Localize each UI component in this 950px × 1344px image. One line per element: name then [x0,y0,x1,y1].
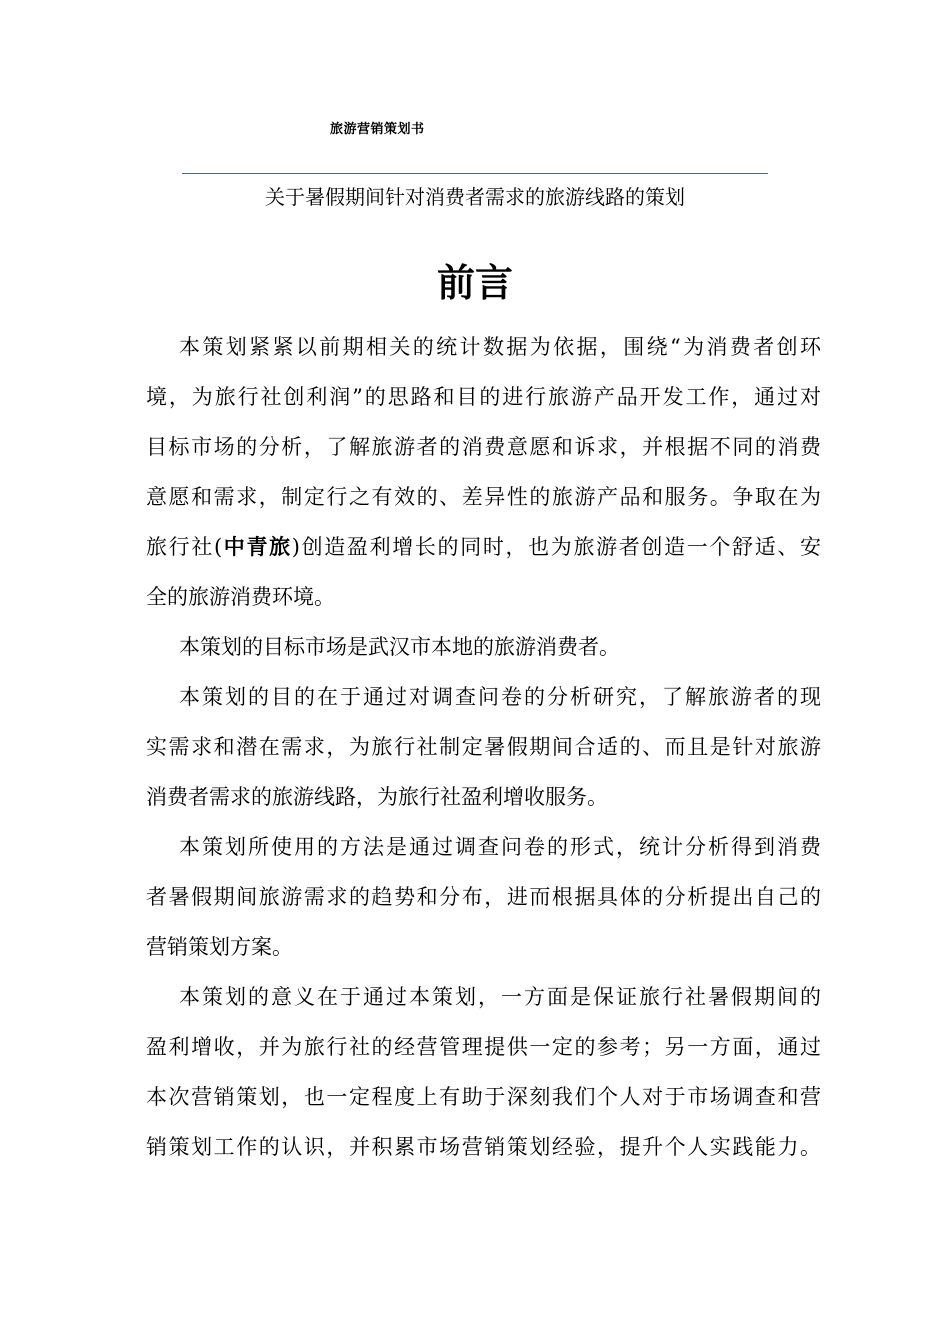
paragraph-2 [146,625,821,675]
paragraph-line: 消费者需求的旅游线路，为旅行社盈利增收服务。 [146,785,608,809]
paragraph-line: 本策划的目标市场是武汉市本地的旅游消费者。 [179,635,620,659]
document-header-label: 旅游营销策划书 [330,122,425,137]
paragraph-line: 本策划紧紧以前期相关的统计数据为依据，围绕“为消费者创环 [179,335,821,359]
paragraph-line: 销策划工作的认识，并积累市场营销策划经验，提升个人实践能力。 [146,1135,821,1159]
paragraph-5 [146,975,821,1175]
paragraph-line: 境，为旅行社创利润”的思路和目的进行旅游产品开发工作，通过对 [146,385,821,409]
paragraph-line: 者暑假期间旅游需求的趋势和分布，进而根据具体的分析提出自己的 [146,885,821,909]
document-subtitle: 关于暑假期间针对消费者需求的旅游线路的策划 [265,185,685,209]
document-body [146,325,821,1175]
company-name: 中青旅 [222,535,292,559]
header-divider [182,173,768,174]
paragraph-1 [146,325,821,625]
section-heading: 前言 [436,261,513,305]
text-run: )创造盈利增长的同时，也为旅游者创造一个舒适、安 [291,535,821,559]
paragraph-line: 本策划的目的在于通过对调查问卷的分析研究，了解旅游者的现 [179,685,821,709]
paragraph-4 [146,825,821,975]
paragraph-line: 目标市场的分析，了解旅游者的消费意愿和诉求，并根据不同的消费 [146,435,821,459]
paragraph-line: 本策划的意义在于通过本策划，一方面是保证旅行社暑假期间的 [179,985,821,1009]
paragraph-line: 全的旅游消费环境。 [146,585,335,609]
paragraph-line: 盈利增收，并为旅行社的经营管理提供一定的参考；另一方面，通过 [146,1035,821,1059]
paragraph-line: 本策划所使用的方法是通过调查问卷的形式，统计分析得到消费 [179,835,821,859]
paragraph-3 [146,675,821,825]
paragraph-line: 意愿和需求，制定行之有效的、差异性的旅游产品和服务。争取在为 [146,485,821,509]
text-run: 旅行社( [146,535,223,559]
paragraph-line: 本次营销策划，也一定程度上有助于深刻我们个人对于市场调查和营 [146,1085,821,1109]
paragraph-line [146,525,821,575]
paragraph-line: 营销策划方案。 [146,935,293,959]
paragraph-line: 实需求和潜在需求，为旅行社制定暑假期间合适的、而且是针对旅游 [146,735,821,759]
